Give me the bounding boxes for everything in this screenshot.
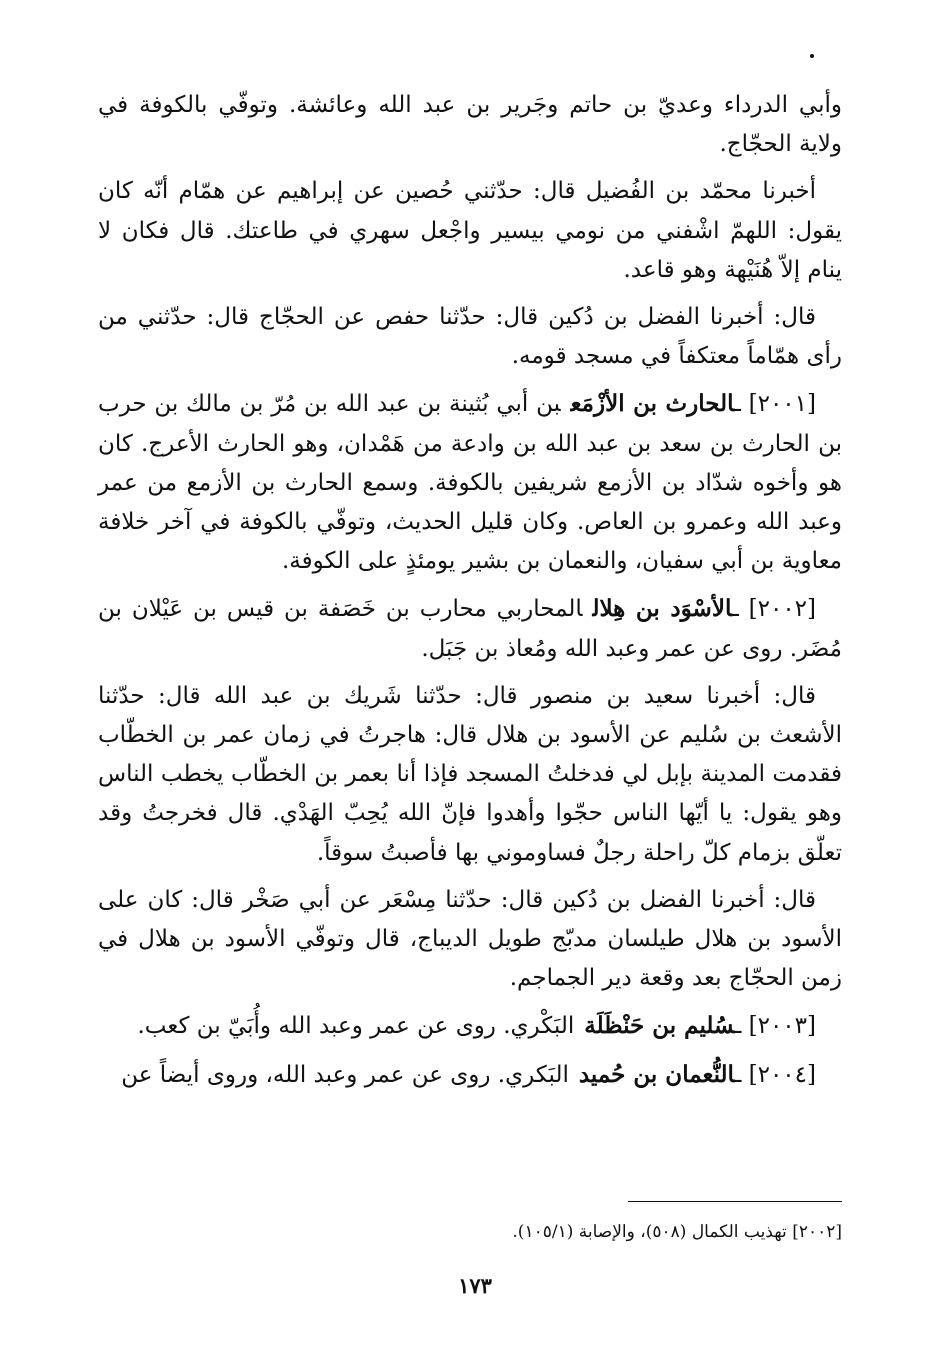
entry-number: [٢٠٠٢] ـ bbox=[731, 596, 817, 623]
paragraph-7: قال: أخبرنا الفضل بن دُكين قال: حدّثنا مِسْعَر عن أبي صَخْر قال: كان على الأسود بن هلال طيلسان مدبّج طويل الديباج، قال وتوفّي الأسود بن هلال في زمن الحجّاج بعد وقعة دير الجماجم. bbox=[98, 886, 842, 992]
entry-number: [٢٠٠٣] ـ bbox=[734, 1013, 816, 1040]
paragraph-3: قال: أخبرنا الفضل بن دُكين قال: حدّثنا حفص عن الحجّاج قال: حدّثني من رأى همّاماً معتكفاً في مسجد قومه. bbox=[98, 304, 842, 370]
biography-entry-2003 bbox=[98, 1006, 842, 1046]
footnote-divider bbox=[628, 1201, 842, 1202]
page-mark bbox=[810, 54, 814, 58]
entry-number: [٢٠٠٤] ـ bbox=[734, 1061, 816, 1088]
entry-name: النُّعمان بن حُميد bbox=[578, 1060, 735, 1088]
paragraph-6: قال: أخبرنا سعيد بن منصور قال: حدّثنا شَريك بن عبد الله قال: حدّثنا الأشعث بن سُليم عن الأسود بن هلال قال: هاجرتُ في زمان عمر بن الخطّاب فقدمت المدينة بإبل لي فدخلتُ المسجد فإذا أنا بعمر بن الخطّاب يخطب الناس وهو يقول: يا أيّها الناس حجّوا وأهدوا فإنّ الله يُحِبّ الهَدْي. قال فخرجتُ وقد تعلّق بزمام كلّ راحلة رجلٌ فساوموني بها فأصبتُ سوقاً. bbox=[98, 682, 842, 866]
entry-number: [٢٠٠١] ـ bbox=[734, 391, 816, 418]
entry-name: سُليم بن حَنْظَلَة bbox=[584, 1012, 735, 1040]
page-number: ١٧٣ bbox=[458, 1273, 492, 1298]
entry-name: الحارث بن الأزْمَع bbox=[570, 390, 735, 418]
biography-entry-2002 bbox=[98, 589, 842, 668]
paragraph-1: وأبي الدرداء وعديّ بن حاتم وجَرير بن عبد الله وعائشة. وتوفّي بالكوفة في ولاية الحجّاج. bbox=[98, 92, 842, 158]
footnote: [٢٠٠٢] تهذيب الكمال (٥٠٨)، والإصابة (١٠٥/١). bbox=[512, 1222, 842, 1242]
paragraph-2: أخبرنا محمّد بن الفُضيل قال: حدّثني حُصين عن إبراهيم عن همّام أنّه كان يقول: اللهمّ اشْفني من نومي بيسير واجْعل سهري في طاعتك. قال فكان لا ينام إلاّ هُنَيْهة وهو قاعد. bbox=[98, 178, 842, 283]
entry-text: بن أبي بُثينة بن عبد الله بن مُرّ بن مالك بن حرب بن الحارث بن سعد بن عبد الله بن وادعة من هَمْدان، وهو الحارث الأعرج. كان هو وأخوه شدّاد بن الأزمع شريفين بالكوفة. وسمع الحارث بن الأزمع من عمر وعبد الله وعمرو بن العاص. وكان قليل الحديث، وتوفّي بالكوفة في آخر خلافة معاوية بن أبي سفيان، والنعمان بن بشير يومئذٍ على الكوفة. bbox=[98, 391, 842, 575]
entry-text: البَكْري. روى عن عمر وعبد الله وأُبَيّ بن كعب. bbox=[137, 1013, 575, 1040]
entry-name: الأسْوَد بن هِلال bbox=[592, 595, 732, 623]
biography-entry-2001 bbox=[98, 384, 842, 581]
entry-text: المحاربي محارب بن خَصَفة بن قيس بن عَيْلان بن مُضَر. روى عن عمر وعبد الله ومُعاذ بن جَبَل. bbox=[98, 596, 842, 662]
main-text bbox=[98, 86, 842, 1103]
entry-text: البَكري. روى عن عمر وعبد الله، وروى أيضاً عن bbox=[121, 1061, 569, 1088]
biography-entry-2004 bbox=[98, 1055, 842, 1095]
